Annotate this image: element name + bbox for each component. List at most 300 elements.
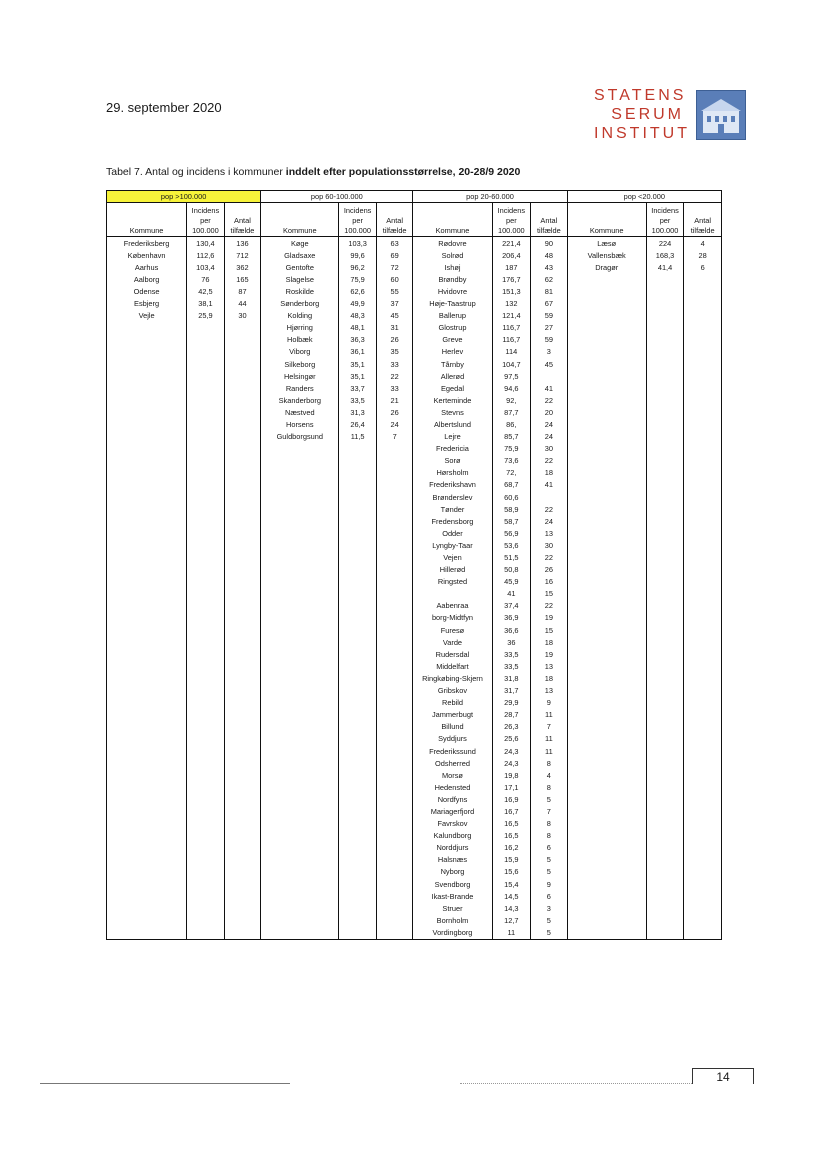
cell-kommune bbox=[567, 551, 646, 563]
group-header-small: pop <20.000 bbox=[567, 191, 721, 203]
cell-antal bbox=[684, 926, 722, 939]
cell-kommune: Skanderborg bbox=[261, 394, 339, 406]
cell-incidens: 72, bbox=[492, 467, 531, 479]
col-header-antal: Antal tilfælde bbox=[376, 203, 413, 237]
cell-antal bbox=[376, 733, 413, 745]
cell-antal bbox=[684, 503, 722, 515]
cell-kommune: Horsens bbox=[261, 418, 339, 430]
cell-antal bbox=[684, 733, 722, 745]
cell-incidens bbox=[187, 322, 225, 334]
cell-incidens: 114 bbox=[492, 346, 531, 358]
cell-antal bbox=[684, 818, 722, 830]
cell-kommune: Favrskov bbox=[413, 818, 492, 830]
cell-incidens bbox=[646, 818, 684, 830]
cell-incidens: 56,9 bbox=[492, 527, 531, 539]
cell-antal: 11 bbox=[531, 745, 568, 757]
cell-incidens bbox=[339, 769, 377, 781]
cell-antal bbox=[224, 539, 261, 551]
cell-incidens bbox=[339, 914, 377, 926]
cell-kommune: Holbæk bbox=[261, 334, 339, 346]
cell-antal bbox=[684, 612, 722, 624]
cell-antal bbox=[224, 890, 261, 902]
cell-kommune: Høje-Taastrup bbox=[413, 298, 492, 310]
cell-kommune bbox=[567, 866, 646, 878]
cell-incidens: 25,9 bbox=[187, 310, 225, 322]
cell-incidens: 33,5 bbox=[492, 648, 531, 660]
cell-kommune: Frederikshavn bbox=[413, 479, 492, 491]
cell-antal: 18 bbox=[531, 467, 568, 479]
cell-incidens: 16,9 bbox=[492, 793, 531, 805]
col-header-antal: Antal tilfælde bbox=[531, 203, 568, 237]
cell-kommune: Glostrup bbox=[413, 322, 492, 334]
cell-antal: 26 bbox=[376, 406, 413, 418]
cell-incidens bbox=[339, 842, 377, 854]
col-header-kommune: Kommune bbox=[107, 203, 187, 237]
cell-kommune: Billund bbox=[413, 721, 492, 733]
cell-incidens bbox=[187, 346, 225, 358]
cell-incidens bbox=[646, 878, 684, 890]
cell-kommune bbox=[107, 866, 187, 878]
table-row bbox=[107, 576, 722, 588]
cell-antal bbox=[684, 757, 722, 769]
cell-antal bbox=[376, 479, 413, 491]
cell-antal: 22 bbox=[531, 455, 568, 467]
cell-kommune bbox=[261, 467, 339, 479]
cell-kommune: Lyngby-Taar bbox=[413, 539, 492, 551]
cell-antal bbox=[531, 491, 568, 503]
cell-antal bbox=[684, 600, 722, 612]
cell-incidens bbox=[646, 854, 684, 866]
cell-kommune: Solrød bbox=[413, 249, 492, 261]
cell-incidens: 35,1 bbox=[339, 358, 377, 370]
cell-kommune bbox=[567, 322, 646, 334]
cell-antal bbox=[684, 539, 722, 551]
cell-incidens bbox=[339, 902, 377, 914]
table-row bbox=[107, 249, 722, 261]
cell-incidens: 103,3 bbox=[339, 237, 377, 250]
cell-kommune: Aalborg bbox=[107, 273, 187, 285]
cell-antal bbox=[376, 551, 413, 563]
cell-kommune bbox=[261, 854, 339, 866]
footer-rule bbox=[40, 1083, 290, 1084]
cell-antal bbox=[376, 636, 413, 648]
cell-antal bbox=[684, 721, 722, 733]
cell-incidens: 12,7 bbox=[492, 914, 531, 926]
cell-kommune bbox=[261, 491, 339, 503]
table-row bbox=[107, 757, 722, 769]
cell-antal bbox=[224, 358, 261, 370]
cell-antal bbox=[684, 660, 722, 672]
table-row bbox=[107, 866, 722, 878]
cell-kommune bbox=[261, 769, 339, 781]
cell-kommune: Hørsholm bbox=[413, 467, 492, 479]
cell-kommune: Hedensted bbox=[413, 781, 492, 793]
cell-incidens bbox=[339, 854, 377, 866]
col-header-incidens: Incidens per 100.000 bbox=[339, 203, 377, 237]
cell-kommune bbox=[567, 443, 646, 455]
table-row bbox=[107, 769, 722, 781]
cell-kommune: Nyborg bbox=[413, 866, 492, 878]
cell-incidens bbox=[339, 878, 377, 890]
cell-antal bbox=[684, 527, 722, 539]
cell-kommune: Fredericia bbox=[413, 443, 492, 455]
cell-antal bbox=[684, 310, 722, 322]
cell-kommune bbox=[107, 503, 187, 515]
cell-kommune: Viborg bbox=[261, 346, 339, 358]
table-row bbox=[107, 854, 722, 866]
cell-kommune bbox=[107, 515, 187, 527]
cell-kommune: Syddjurs bbox=[413, 733, 492, 745]
cell-kommune bbox=[567, 914, 646, 926]
cell-incidens bbox=[339, 443, 377, 455]
cell-kommune: Sønderborg bbox=[261, 298, 339, 310]
cell-incidens bbox=[187, 697, 225, 709]
cell-kommune bbox=[567, 479, 646, 491]
cell-kommune bbox=[107, 564, 187, 576]
cell-incidens bbox=[187, 515, 225, 527]
cell-kommune: Odder bbox=[413, 527, 492, 539]
cell-incidens bbox=[646, 842, 684, 854]
cell-incidens: 103,4 bbox=[187, 261, 225, 273]
cell-antal bbox=[376, 902, 413, 914]
cell-kommune bbox=[567, 334, 646, 346]
cell-antal bbox=[224, 842, 261, 854]
cell-incidens bbox=[646, 467, 684, 479]
cell-incidens bbox=[339, 781, 377, 793]
cell-antal bbox=[684, 298, 722, 310]
table-row bbox=[107, 648, 722, 660]
cell-antal bbox=[224, 769, 261, 781]
cell-antal bbox=[224, 672, 261, 684]
cell-kommune bbox=[567, 431, 646, 443]
cell-kommune bbox=[261, 878, 339, 890]
cell-kommune bbox=[567, 878, 646, 890]
cell-kommune bbox=[107, 479, 187, 491]
cell-kommune bbox=[567, 624, 646, 636]
cell-incidens bbox=[646, 273, 684, 285]
cell-kommune: Ishøj bbox=[413, 261, 492, 273]
cell-antal bbox=[684, 515, 722, 527]
cell-antal bbox=[684, 418, 722, 430]
cell-incidens bbox=[339, 890, 377, 902]
cell-antal: 35 bbox=[376, 346, 413, 358]
table-row bbox=[107, 467, 722, 479]
cell-incidens bbox=[187, 467, 225, 479]
cell-kommune bbox=[107, 902, 187, 914]
table-row bbox=[107, 564, 722, 576]
cell-antal: 6 bbox=[531, 890, 568, 902]
cell-kommune: Jammerbugt bbox=[413, 709, 492, 721]
cell-kommune: Frederiksberg bbox=[107, 237, 187, 250]
cell-antal: 59 bbox=[531, 334, 568, 346]
cell-kommune: Fredensborg bbox=[413, 515, 492, 527]
cell-incidens bbox=[339, 866, 377, 878]
cell-incidens bbox=[187, 539, 225, 551]
cell-kommune: Næstved bbox=[261, 406, 339, 418]
incidence-table bbox=[106, 190, 722, 940]
cell-antal bbox=[376, 842, 413, 854]
cell-incidens: 31,3 bbox=[339, 406, 377, 418]
cell-kommune bbox=[107, 926, 187, 939]
cell-kommune bbox=[567, 805, 646, 817]
cell-kommune: Gladsaxe bbox=[261, 249, 339, 261]
cell-incidens bbox=[646, 769, 684, 781]
cell-incidens bbox=[646, 781, 684, 793]
cell-kommune: Odense bbox=[107, 285, 187, 297]
cell-kommune bbox=[261, 660, 339, 672]
cell-incidens: 58,9 bbox=[492, 503, 531, 515]
col-header-antal: Antal tilfælde bbox=[224, 203, 261, 237]
cell-kommune bbox=[261, 709, 339, 721]
cell-antal bbox=[684, 866, 722, 878]
cell-incidens bbox=[187, 600, 225, 612]
cell-incidens bbox=[646, 624, 684, 636]
footer-rule-dotted bbox=[460, 1083, 692, 1084]
cell-incidens bbox=[187, 636, 225, 648]
table-body bbox=[107, 237, 722, 940]
cell-kommune bbox=[261, 636, 339, 648]
cell-antal: 712 bbox=[224, 249, 261, 261]
cell-kommune bbox=[107, 612, 187, 624]
cell-incidens: 16,2 bbox=[492, 842, 531, 854]
cell-kommune: Rødovre bbox=[413, 237, 492, 250]
cell-incidens bbox=[187, 394, 225, 406]
cell-antal bbox=[224, 346, 261, 358]
cell-kommune: Ringsted bbox=[413, 576, 492, 588]
cell-incidens: 33,5 bbox=[492, 660, 531, 672]
cell-antal: 11 bbox=[531, 709, 568, 721]
cell-incidens bbox=[187, 576, 225, 588]
cell-incidens: 94,6 bbox=[492, 382, 531, 394]
cell-incidens: 41 bbox=[492, 588, 531, 600]
cell-antal bbox=[224, 418, 261, 430]
cell-antal bbox=[224, 697, 261, 709]
cell-antal: 31 bbox=[376, 322, 413, 334]
cell-incidens bbox=[187, 866, 225, 878]
cell-antal bbox=[224, 564, 261, 576]
cell-antal bbox=[684, 394, 722, 406]
cell-kommune: Kerteminde bbox=[413, 394, 492, 406]
cell-incidens: 36,9 bbox=[492, 612, 531, 624]
cell-kommune: Tårnby bbox=[413, 358, 492, 370]
cell-kommune: Køge bbox=[261, 237, 339, 250]
cell-kommune bbox=[567, 576, 646, 588]
cell-kommune bbox=[261, 818, 339, 830]
cell-antal: 43 bbox=[531, 261, 568, 273]
group-header-medium: pop 20-60.000 bbox=[413, 191, 567, 203]
cell-antal bbox=[376, 866, 413, 878]
cell-antal bbox=[531, 370, 568, 382]
cell-antal bbox=[684, 564, 722, 576]
group-header-large: pop >100.000 bbox=[107, 191, 261, 203]
cell-incidens bbox=[187, 431, 225, 443]
cell-incidens bbox=[187, 455, 225, 467]
cell-incidens bbox=[339, 745, 377, 757]
cell-kommune bbox=[107, 745, 187, 757]
table-row bbox=[107, 660, 722, 672]
cell-incidens: 99,6 bbox=[339, 249, 377, 261]
cell-antal: 87 bbox=[224, 285, 261, 297]
cell-incidens bbox=[339, 564, 377, 576]
cell-incidens bbox=[339, 576, 377, 588]
cell-antal: 20 bbox=[531, 406, 568, 418]
cell-incidens: 42,5 bbox=[187, 285, 225, 297]
cell-antal bbox=[376, 467, 413, 479]
cell-kommune: Kalundborg bbox=[413, 830, 492, 842]
cell-antal: 3 bbox=[531, 902, 568, 914]
cell-kommune: Nordfyns bbox=[413, 793, 492, 805]
cell-antal bbox=[224, 551, 261, 563]
cell-kommune bbox=[567, 818, 646, 830]
cell-antal: 30 bbox=[224, 310, 261, 322]
cell-antal bbox=[376, 588, 413, 600]
cell-kommune bbox=[107, 697, 187, 709]
cell-incidens bbox=[187, 793, 225, 805]
cell-antal: 16 bbox=[531, 576, 568, 588]
cell-kommune bbox=[107, 709, 187, 721]
cell-kommune bbox=[261, 842, 339, 854]
cell-kommune bbox=[261, 733, 339, 745]
cell-incidens bbox=[646, 503, 684, 515]
cell-incidens bbox=[339, 612, 377, 624]
cell-kommune bbox=[567, 793, 646, 805]
cell-antal bbox=[684, 793, 722, 805]
cell-antal bbox=[684, 370, 722, 382]
cell-antal bbox=[224, 733, 261, 745]
cell-antal bbox=[224, 830, 261, 842]
cell-kommune: Egedal bbox=[413, 382, 492, 394]
cell-antal: 24 bbox=[531, 418, 568, 430]
cell-kommune bbox=[107, 660, 187, 672]
cell-incidens: 104,7 bbox=[492, 358, 531, 370]
cell-kommune bbox=[107, 830, 187, 842]
cell-incidens bbox=[339, 757, 377, 769]
cell-incidens bbox=[339, 733, 377, 745]
cell-antal: 7 bbox=[531, 721, 568, 733]
cell-antal bbox=[224, 588, 261, 600]
cell-incidens bbox=[339, 685, 377, 697]
cell-antal bbox=[684, 781, 722, 793]
cell-antal bbox=[684, 346, 722, 358]
cell-kommune bbox=[261, 443, 339, 455]
cell-antal bbox=[224, 431, 261, 443]
cell-kommune bbox=[107, 382, 187, 394]
cell-kommune: Varde bbox=[413, 636, 492, 648]
table-row bbox=[107, 914, 722, 926]
cell-incidens: 36,6 bbox=[492, 624, 531, 636]
cell-antal: 6 bbox=[684, 261, 722, 273]
cell-incidens bbox=[187, 709, 225, 721]
cell-kommune bbox=[261, 914, 339, 926]
cell-antal bbox=[224, 721, 261, 733]
cell-incidens bbox=[187, 443, 225, 455]
table-row bbox=[107, 358, 722, 370]
cell-antal bbox=[224, 527, 261, 539]
table-row bbox=[107, 503, 722, 515]
table-row bbox=[107, 491, 722, 503]
cell-kommune bbox=[107, 455, 187, 467]
cell-antal bbox=[224, 805, 261, 817]
cell-kommune bbox=[261, 503, 339, 515]
cell-antal bbox=[376, 539, 413, 551]
cell-kommune bbox=[567, 298, 646, 310]
cell-antal: 9 bbox=[531, 878, 568, 890]
cell-kommune bbox=[107, 854, 187, 866]
cell-incidens bbox=[646, 551, 684, 563]
cell-antal: 22 bbox=[531, 600, 568, 612]
cell-antal: 22 bbox=[531, 394, 568, 406]
cell-incidens bbox=[339, 721, 377, 733]
cell-antal: 5 bbox=[531, 926, 568, 939]
cell-antal bbox=[224, 334, 261, 346]
table-row bbox=[107, 334, 722, 346]
table-row bbox=[107, 443, 722, 455]
cell-incidens bbox=[646, 830, 684, 842]
cell-incidens bbox=[187, 902, 225, 914]
cell-kommune: Herlev bbox=[413, 346, 492, 358]
cell-kommune: Brønderslev bbox=[413, 491, 492, 503]
cell-incidens bbox=[646, 793, 684, 805]
cell-kommune bbox=[567, 697, 646, 709]
cell-kommune: Vallensbæk bbox=[567, 249, 646, 261]
cell-kommune bbox=[261, 890, 339, 902]
cell-kommune bbox=[107, 793, 187, 805]
table-row bbox=[107, 310, 722, 322]
cell-antal bbox=[224, 612, 261, 624]
cell-antal bbox=[224, 793, 261, 805]
cell-antal bbox=[684, 491, 722, 503]
cell-incidens bbox=[187, 757, 225, 769]
cell-incidens: 53,6 bbox=[492, 539, 531, 551]
cell-incidens bbox=[187, 660, 225, 672]
cell-antal bbox=[224, 624, 261, 636]
cell-incidens: 19,8 bbox=[492, 769, 531, 781]
table-row bbox=[107, 322, 722, 334]
cell-kommune bbox=[107, 769, 187, 781]
cell-kommune bbox=[261, 830, 339, 842]
cell-incidens bbox=[646, 491, 684, 503]
cell-kommune bbox=[107, 818, 187, 830]
cell-kommune bbox=[567, 769, 646, 781]
cell-kommune: Bornholm bbox=[413, 914, 492, 926]
cell-antal: 8 bbox=[531, 781, 568, 793]
cell-antal bbox=[376, 830, 413, 842]
cell-kommune bbox=[567, 830, 646, 842]
cell-incidens: 187 bbox=[492, 261, 531, 273]
cell-kommune bbox=[107, 842, 187, 854]
cell-kommune bbox=[261, 539, 339, 551]
cell-antal bbox=[224, 926, 261, 939]
cell-incidens: 48,1 bbox=[339, 322, 377, 334]
cell-incidens bbox=[646, 926, 684, 939]
cell-incidens: 51,5 bbox=[492, 551, 531, 563]
cell-kommune: Guldborgsund bbox=[261, 431, 339, 443]
cell-kommune: Kolding bbox=[261, 310, 339, 322]
cell-antal bbox=[684, 443, 722, 455]
table-row bbox=[107, 890, 722, 902]
cell-antal bbox=[684, 576, 722, 588]
cell-kommune bbox=[261, 588, 339, 600]
cell-incidens: 37,4 bbox=[492, 600, 531, 612]
cell-antal bbox=[684, 830, 722, 842]
cell-antal bbox=[224, 781, 261, 793]
cell-kommune bbox=[567, 890, 646, 902]
cell-kommune bbox=[567, 358, 646, 370]
cell-kommune bbox=[567, 733, 646, 745]
cell-kommune bbox=[107, 527, 187, 539]
cell-antal bbox=[684, 455, 722, 467]
cell-kommune: Gribskov bbox=[413, 685, 492, 697]
